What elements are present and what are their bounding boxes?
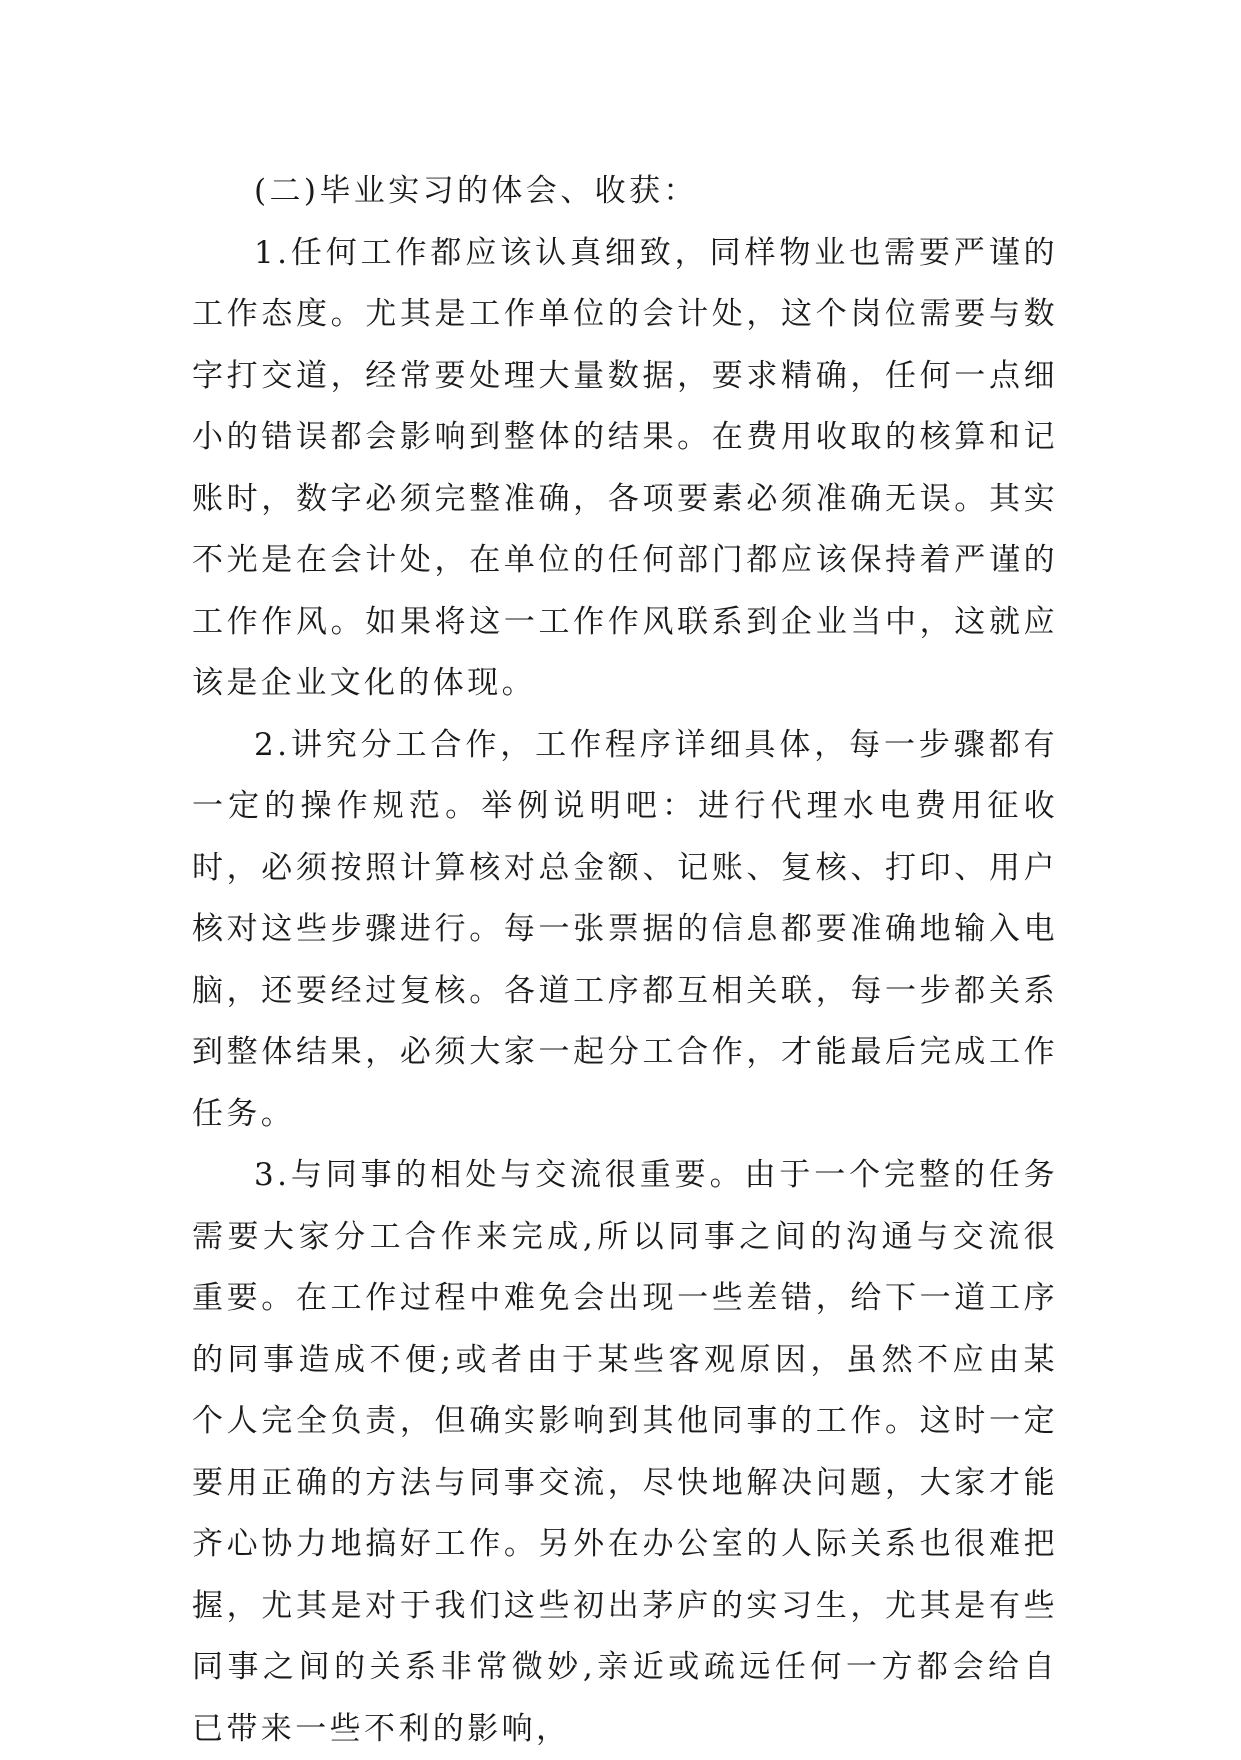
section-heading: (二)毕业实习的体会、收获： xyxy=(254,173,698,209)
paragraph-2: 2.讲究分工合作，工作程序详细具体，每一步骤都有一定的操作规范。举例说明吧：进行代理水电费用征收时，必须按照计算核对总金额、记账、复核、打印、用户核对这些步骤进行。每一张票据的信息都要准确地输入电脑，还要经过复核。各道工序都互相关联，每一步都关系到整体结果，必须大家一起分工合作，才能最后完成工作任务。 xyxy=(192,726,1058,1132)
document-body xyxy=(192,161,1058,1760)
paragraph-1: 1.任何工作都应该认真细致，同样物业也需要严谨的工作态度。尤其是工作单位的会计处，这个岗位需要与数字打交道，经常要处理大量数据，要求精确，任何一点细小的错误都会影响到整体的结果。在费用收取的核算和记账时，数字必须完整准确，各项要素必须准确无误。其实不光是在会计处，在单位的任何部门都应该保持着严谨的工作作风。如果将这一工作作风联系到企业当中，这就应该是企业文化的体现。 xyxy=(192,234,1058,701)
paragraph-3: 3.与同事的相处与交流很重要。由于一个完整的任务需要大家分工合作来完成,所以同事之间的沟通与交流很重要。在工作过程中难免会出现一些差错，给下一道工序的同事造成不便;或者由于某些客观原因，虽然不应由某个人完全负责，但确实影响到其他同事的工作。这时一定要用正确的方法与同事交流，尽快地解决问题，大家才能齐心协力地搞好工作。另外在办公室的人际关系也很难把握，尤其是对于我们这些初出茅庐的实习生，尤其是有些同事之间的关系非常微妙,亲近或疏远任何一方都会给自已带来一些不利的影响， xyxy=(192,1157,1058,1747)
